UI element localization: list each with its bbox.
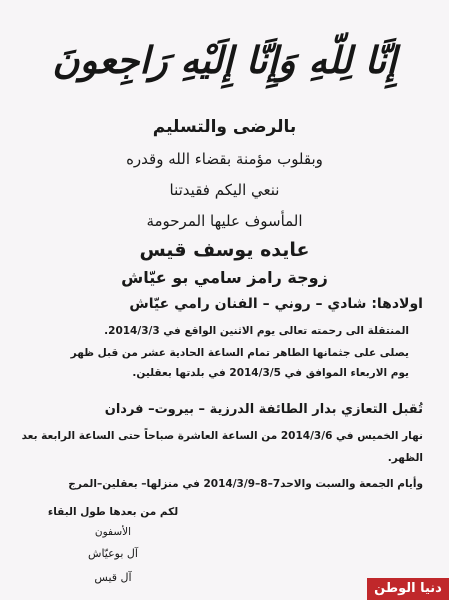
family-name-qais: آل قيس [94, 571, 132, 584]
deceased-name: عايده يوسف قيس [139, 239, 310, 261]
site-watermark-logo: دنيا الوطن [367, 578, 449, 600]
death-date-line: المنتقلة الى رحمته تعالى يوم الاثنين الواقع في 2014/3/3. [104, 325, 409, 337]
spouse-line: زوجة رامز سامي بو عيّاش [121, 268, 328, 287]
condolence-home-line: وأيام الجمعة والسبت والاحد7–8–2014/3/9 في منزلها– بعقلين–المرج [68, 478, 423, 490]
condolence-venue: تُقبل التعازي بدار الطائفة الدرزية – بيروت– فردان [104, 402, 423, 417]
funeral-prayer-date-line: يوم الاربعاء الموافق في 2014/3/5 في بلدتها بعقلين. [132, 367, 409, 379]
closing-phrase: لكم من بعدها طول البقاء [47, 506, 179, 518]
grieving-label: الأسفون [94, 526, 132, 538]
lamented-line: المأسوف عليها المرحومة [146, 212, 303, 230]
family-name-bouayash: آل بوعيّاش [88, 547, 138, 560]
faith-line: وبقلوب مؤمنة بقضاء الله وقدره [126, 150, 323, 168]
condolence-schedule-line: نهار الخميس في 2014/3/6 من الساعة العاشرة صباحاً حتى الساعة الرابعة بعد [21, 430, 423, 442]
quran-verse-heading: إِنَّا لِلّهِ وَإِنَّا إِلَيْهِ رَاجِعونَ [52, 38, 397, 82]
condolence-schedule-continuation: الظهر. [387, 452, 423, 464]
acceptance-line: بالرضى والتسليم [152, 117, 297, 137]
funeral-prayer-line: يصلى على جثمانها الطاهر تمام الساعة الحادية عشر من قبل ظهر [70, 347, 409, 359]
announcement-line: ننعي اليكم فقيدتنا [169, 181, 280, 199]
children-line: اولادها: شادي – روني – الفنان رامي عيّاش [129, 296, 423, 312]
